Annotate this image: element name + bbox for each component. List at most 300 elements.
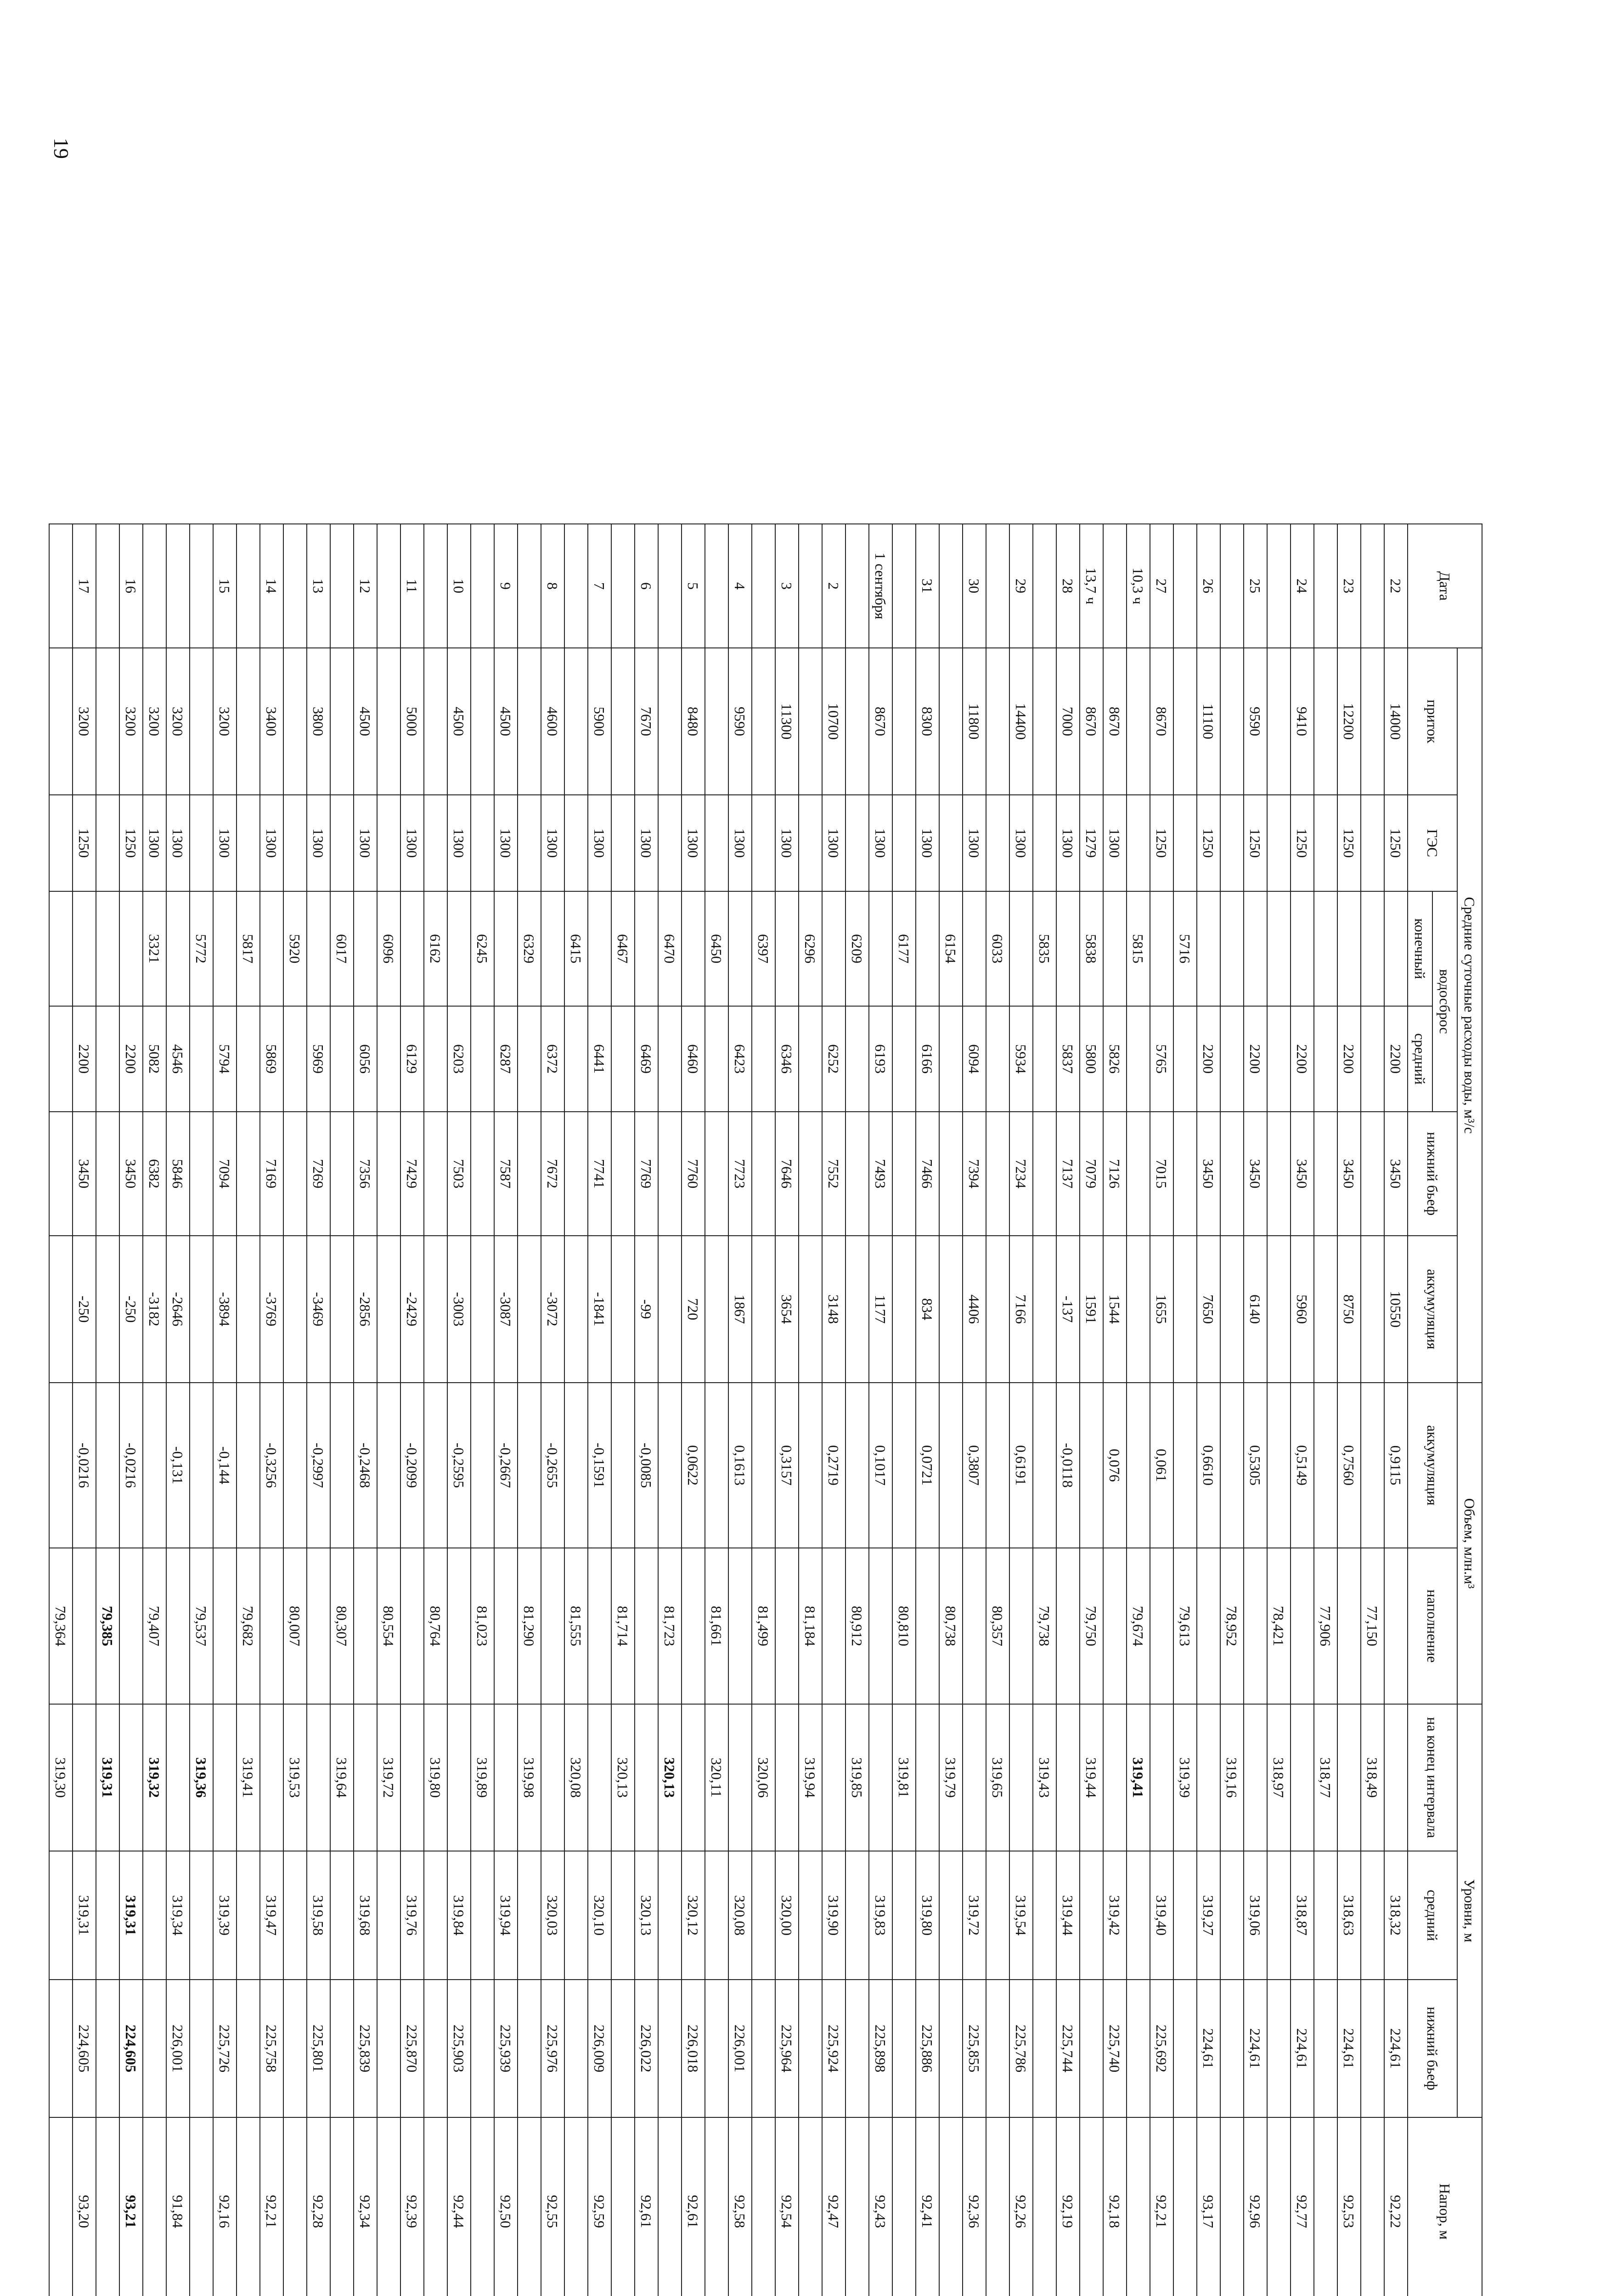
cell-level_tail: 225,692	[1150, 1980, 1173, 2117]
cell-level_end	[1291, 1704, 1314, 1851]
cell-spill_avg	[283, 1006, 307, 1112]
cell-fill	[1009, 1548, 1033, 1704]
cell-level_avg: 318,63	[1337, 1851, 1361, 1980]
cell-spill_final	[1150, 891, 1173, 1006]
cell-tailwater: 7587	[494, 1112, 518, 1236]
cell-vol_acc	[143, 1383, 166, 1548]
cell-inflow: 14400	[1009, 648, 1033, 795]
cell-level_avg: 320,10	[588, 1851, 611, 1980]
cell-level_end: 318,49	[1361, 1704, 1384, 1851]
cell-spill_avg	[1127, 1006, 1150, 1112]
cell-level_avg	[143, 1851, 166, 1980]
header-level-avg: средний	[1408, 1851, 1457, 1980]
cell-fill: 80,912	[845, 1548, 869, 1704]
cell-flow_acc	[1033, 1236, 1056, 1383]
cell-spill_avg	[1173, 1006, 1197, 1112]
cell-flow_acc: 7650	[1197, 1236, 1220, 1383]
cell-level_avg	[237, 1851, 260, 1980]
table-row	[400, 524, 424, 2296]
header-volume-fill: наполнение	[1408, 1548, 1457, 1704]
cell-head: 92,26	[1009, 2117, 1033, 2296]
cell-tailwater: 3450	[73, 1112, 96, 1236]
cell-head	[471, 2117, 494, 2296]
cell-inflow	[49, 648, 73, 795]
cell-date: 10	[447, 524, 471, 648]
cell-hpp	[658, 795, 682, 891]
cell-spill_final: 5835	[1033, 891, 1056, 1006]
cell-fill: 80,307	[330, 1548, 354, 1704]
cell-flow_acc: 720	[682, 1236, 705, 1383]
cell-fill	[1150, 1548, 1173, 1704]
cell-vol_acc	[799, 1383, 822, 1548]
cell-hpp: 1250	[1244, 795, 1267, 891]
table-header	[1408, 524, 1482, 2296]
cell-hpp	[377, 795, 400, 891]
cell-date	[1173, 524, 1197, 648]
cell-tailwater: 7466	[916, 1112, 939, 1236]
cell-vol_acc: -0,144	[213, 1383, 237, 1548]
cell-head	[237, 2117, 260, 2296]
cell-flow_acc: -3769	[260, 1236, 283, 1383]
cell-vol_acc: 0,061	[1150, 1383, 1173, 1548]
cell-fill	[682, 1548, 705, 1704]
cell-date: 17	[73, 524, 96, 648]
table-row	[1080, 524, 1103, 2296]
cell-spill_final	[869, 891, 892, 1006]
cell-spill_avg	[518, 1006, 541, 1112]
cell-level_end	[682, 1704, 705, 1851]
cell-spill_avg: 6372	[541, 1006, 564, 1112]
table-row	[1197, 524, 1220, 2296]
cell-level_tail	[518, 1980, 541, 2117]
cell-hpp: 1250	[1197, 795, 1220, 891]
cell-spill_avg: 2200	[1197, 1006, 1220, 1112]
table-row	[518, 524, 541, 2296]
cell-tailwater	[190, 1112, 213, 1236]
cell-vol_acc: 0,2719	[822, 1383, 845, 1548]
cell-spill_avg	[705, 1006, 728, 1112]
cell-date: 30	[963, 524, 986, 648]
cell-spill_avg: 6166	[916, 1006, 939, 1112]
header-flow-accumulation: аккумуляция	[1408, 1236, 1457, 1383]
cell-head	[611, 2117, 635, 2296]
cell-spill_final	[916, 891, 939, 1006]
cell-inflow	[96, 648, 119, 795]
cell-inflow: 3200	[166, 648, 190, 795]
cell-spill_avg: 5869	[260, 1006, 283, 1112]
cell-vol_acc: 0,6191	[1009, 1383, 1033, 1548]
cell-level_avg	[611, 1851, 635, 1980]
cell-flow_acc	[1314, 1236, 1337, 1383]
cell-spill_final: 6296	[799, 891, 822, 1006]
cell-head: 92,59	[588, 2117, 611, 2296]
cell-vol_acc	[658, 1383, 682, 1548]
cell-hpp	[892, 795, 916, 891]
cell-spill_final	[1103, 891, 1127, 1006]
cell-date: 31	[916, 524, 939, 648]
cell-level_avg: 320,03	[541, 1851, 564, 1980]
cell-hpp	[1033, 795, 1056, 891]
cell-head: 92,36	[963, 2117, 986, 2296]
cell-spill_final: 5920	[283, 891, 307, 1006]
cell-flow_acc	[705, 1236, 728, 1383]
cell-level_avg: 319,80	[916, 1851, 939, 1980]
table-row	[892, 524, 916, 2296]
cell-head: 93,17	[1197, 2117, 1220, 2296]
cell-date	[986, 524, 1009, 648]
cell-date: 26	[1197, 524, 1220, 648]
cell-date	[1314, 524, 1337, 648]
cell-fill	[400, 1548, 424, 1704]
cell-level_avg: 319,83	[869, 1851, 892, 1980]
cell-tailwater	[471, 1112, 494, 1236]
cell-date: 11	[400, 524, 424, 648]
cell-level_tail	[939, 1980, 963, 2117]
cell-spill_final: 5716	[1173, 891, 1197, 1006]
cell-head	[1173, 2117, 1197, 2296]
cell-vol_acc: 0,1017	[869, 1383, 892, 1548]
cell-level_end	[775, 1704, 799, 1851]
cell-level_end: 318,77	[1314, 1704, 1337, 1851]
cell-level_avg	[1127, 1851, 1150, 1980]
cell-hpp: 1300	[541, 795, 564, 891]
cell-fill: 80,007	[283, 1548, 307, 1704]
cell-level_tail: 226,009	[588, 1980, 611, 2117]
cell-hpp	[330, 795, 354, 891]
cell-level_avg	[1267, 1851, 1291, 1980]
cell-head	[939, 2117, 963, 2296]
cell-flow_acc	[330, 1236, 354, 1383]
cell-level_avg: 318,87	[1291, 1851, 1314, 1980]
table-row	[447, 524, 471, 2296]
cell-level_tail: 225,740	[1103, 1980, 1127, 2117]
table-row	[330, 524, 354, 2296]
cell-level_end: 319,81	[892, 1704, 916, 1851]
cell-fill: 81,555	[564, 1548, 588, 1704]
table-row	[1361, 524, 1384, 2296]
cell-head	[143, 2117, 166, 2296]
cell-inflow: 5900	[588, 648, 611, 795]
table-row	[307, 524, 330, 2296]
cell-inflow: 9410	[1291, 648, 1314, 795]
cell-hpp: 1250	[1291, 795, 1314, 891]
cell-level_tail	[1033, 1980, 1056, 2117]
cell-level_avg	[1173, 1851, 1197, 1980]
cell-spill_final	[775, 891, 799, 1006]
cell-level_tail: 225,939	[494, 1980, 518, 2117]
cell-hpp	[845, 795, 869, 891]
cell-tailwater: 3450	[1291, 1112, 1314, 1236]
cell-tailwater	[845, 1112, 869, 1236]
cell-spill_avg: 6252	[822, 1006, 845, 1112]
cell-spill_avg: 5934	[1009, 1006, 1033, 1112]
cell-level_end: 319,85	[845, 1704, 869, 1851]
cell-spill_avg	[471, 1006, 494, 1112]
cell-spill_avg: 5794	[213, 1006, 237, 1112]
cell-hpp	[1314, 795, 1337, 891]
cell-flow_acc	[283, 1236, 307, 1383]
cell-inflow	[845, 648, 869, 795]
cell-level_tail	[283, 1980, 307, 2117]
table-row	[1384, 524, 1408, 2296]
cell-level_tail	[799, 1980, 822, 2117]
cell-head: 92,77	[1291, 2117, 1314, 2296]
cell-level_avg: 319,40	[1150, 1851, 1173, 1980]
header-spill-final: конечный	[1408, 891, 1432, 1006]
cell-hpp	[237, 795, 260, 891]
table-row	[1267, 524, 1291, 2296]
cell-vol_acc	[518, 1383, 541, 1548]
cell-date	[564, 524, 588, 648]
cell-level_tail: 224,605	[73, 1980, 96, 2117]
cell-spill_avg: 6287	[494, 1006, 518, 1112]
cell-inflow: 8300	[916, 648, 939, 795]
cell-vol_acc: -0,2997	[307, 1383, 330, 1548]
cell-date	[1103, 524, 1127, 648]
cell-level_avg	[283, 1851, 307, 1980]
cell-tailwater: 7429	[400, 1112, 424, 1236]
cell-spill_final: 6329	[518, 891, 541, 1006]
cell-date: 16	[119, 524, 143, 648]
cell-date	[143, 524, 166, 648]
cell-vol_acc	[986, 1383, 1009, 1548]
cell-flow_acc: 4406	[963, 1236, 986, 1383]
cell-spill_final: 5838	[1080, 891, 1103, 1006]
cell-tailwater: 3450	[1337, 1112, 1361, 1236]
cell-spill_final	[541, 891, 564, 1006]
cell-level_end: 319,80	[424, 1704, 447, 1851]
cell-level_tail: 225,976	[541, 1980, 564, 2117]
cell-spill_avg: 6193	[869, 1006, 892, 1112]
cell-spill_avg: 2200	[1244, 1006, 1267, 1112]
cell-level_end: 320,08	[564, 1704, 588, 1851]
cell-head	[1220, 2117, 1244, 2296]
cell-fill	[213, 1548, 237, 1704]
table-row	[471, 524, 494, 2296]
cell-fill	[822, 1548, 845, 1704]
cell-hpp: 1300	[635, 795, 658, 891]
cell-date	[377, 524, 400, 648]
cell-inflow: 5000	[400, 648, 424, 795]
cell-date: 22	[1384, 524, 1408, 648]
cell-head: 92,58	[728, 2117, 752, 2296]
cell-level_tail	[1127, 1980, 1150, 2117]
cell-level_end	[728, 1704, 752, 1851]
cell-date: 7	[588, 524, 611, 648]
cell-spill_final	[1314, 891, 1337, 1006]
cell-inflow	[1267, 648, 1291, 795]
cell-inflow	[986, 648, 1009, 795]
cell-hpp: 1300	[494, 795, 518, 891]
cell-tailwater	[49, 1112, 73, 1236]
cell-date	[283, 524, 307, 648]
table-row	[916, 524, 939, 2296]
cell-head	[424, 2117, 447, 2296]
cell-inflow: 7670	[635, 648, 658, 795]
cell-date: 15	[213, 524, 237, 648]
cell-flow_acc	[939, 1236, 963, 1383]
cell-spill_final: 6033	[986, 891, 1009, 1006]
cell-flow_acc: -3087	[494, 1236, 518, 1383]
cell-spill_avg	[564, 1006, 588, 1112]
cell-inflow: 11100	[1197, 648, 1220, 795]
cell-spill_final: 6162	[424, 891, 447, 1006]
cell-inflow: 10700	[822, 648, 845, 795]
cell-level_avg: 319,27	[1197, 1851, 1220, 1980]
cell-level_end	[354, 1704, 377, 1851]
cell-spill_avg: 6346	[775, 1006, 799, 1112]
cell-tailwater	[283, 1112, 307, 1236]
cell-date	[518, 524, 541, 648]
cell-inflow: 3200	[73, 648, 96, 795]
cell-level_tail	[424, 1980, 447, 2117]
cell-date: 24	[1291, 524, 1314, 648]
cell-hpp: 1300	[775, 795, 799, 891]
reservoir-data-table	[49, 523, 1482, 2296]
cell-inflow: 3400	[260, 648, 283, 795]
cell-spill_final	[447, 891, 471, 1006]
cell-tailwater	[330, 1112, 354, 1236]
cell-head	[752, 2117, 775, 2296]
cell-spill_final	[963, 891, 986, 1006]
cell-head: 91,84	[166, 2117, 190, 2296]
cell-spill_avg	[1267, 1006, 1291, 1112]
cell-level_avg: 319,34	[166, 1851, 190, 1980]
cell-spill_final: 6467	[611, 891, 635, 1006]
cell-level_avg: 319,90	[822, 1851, 845, 1980]
cell-level_tail: 225,924	[822, 1980, 845, 2117]
cell-fill: 79,738	[1033, 1548, 1056, 1704]
cell-vol_acc: -0,2468	[354, 1383, 377, 1548]
cell-level_end	[166, 1704, 190, 1851]
cell-inflow	[1033, 648, 1056, 795]
cell-hpp	[799, 795, 822, 891]
cell-head	[96, 2117, 119, 2296]
table-row	[377, 524, 400, 2296]
cell-date: 12	[354, 524, 377, 648]
cell-inflow: 4600	[541, 648, 564, 795]
cell-head: 92,21	[260, 2117, 283, 2296]
cell-level_avg: 319,76	[400, 1851, 424, 1980]
cell-hpp: 1300	[447, 795, 471, 891]
cell-fill	[775, 1548, 799, 1704]
cell-head: 92,55	[541, 2117, 564, 2296]
cell-spill_avg: 2200	[73, 1006, 96, 1112]
cell-level_avg	[1220, 1851, 1244, 1980]
cell-date: 1 сентября	[869, 524, 892, 648]
cell-inflow: 11800	[963, 648, 986, 795]
header-inflow: приток	[1408, 648, 1457, 795]
cell-spill_final	[1361, 891, 1384, 1006]
cell-vol_acc	[1127, 1383, 1150, 1548]
cell-vol_acc	[237, 1383, 260, 1548]
cell-level_end: 319,44	[1080, 1704, 1103, 1851]
cell-tailwater	[1220, 1112, 1244, 1236]
table-row	[564, 524, 588, 2296]
cell-tailwater	[424, 1112, 447, 1236]
cell-head: 92,34	[354, 2117, 377, 2296]
cell-level_tail: 226,001	[166, 1980, 190, 2117]
table-row	[237, 524, 260, 2296]
cell-flow_acc: 1655	[1150, 1236, 1173, 1383]
cell-spill_final: 6209	[845, 891, 869, 1006]
cell-vol_acc: 0,5149	[1291, 1383, 1314, 1548]
cell-flow_acc: -250	[73, 1236, 96, 1383]
cell-tailwater	[939, 1112, 963, 1236]
cell-spill_avg: 2200	[119, 1006, 143, 1112]
cell-level_end	[307, 1704, 330, 1851]
cell-spill_final	[96, 891, 119, 1006]
cell-hpp	[705, 795, 728, 891]
cell-spill_final: 6470	[658, 891, 682, 1006]
cell-fill: 79,364	[49, 1548, 73, 1704]
cell-spill_final: 5817	[237, 891, 260, 1006]
cell-hpp	[986, 795, 1009, 891]
cell-spill_avg	[658, 1006, 682, 1112]
cell-tailwater	[1314, 1112, 1337, 1236]
cell-level_end: 320,13	[611, 1704, 635, 1851]
cell-vol_acc: 0,0622	[682, 1383, 705, 1548]
cell-head	[892, 2117, 916, 2296]
cell-hpp: 1300	[1103, 795, 1127, 891]
cell-hpp: 1300	[143, 795, 166, 891]
cell-tailwater: 7552	[822, 1112, 845, 1236]
table-row	[49, 524, 73, 2296]
cell-date	[49, 524, 73, 648]
cell-hpp: 1300	[213, 795, 237, 891]
cell-spill_avg	[892, 1006, 916, 1112]
cell-inflow	[471, 648, 494, 795]
cell-hpp: 1300	[400, 795, 424, 891]
cell-fill	[166, 1548, 190, 1704]
cell-spill_final	[1220, 891, 1244, 1006]
cell-date	[237, 524, 260, 648]
cell-head	[705, 2117, 728, 2296]
cell-inflow: 8670	[1080, 648, 1103, 795]
cell-level_end	[635, 1704, 658, 1851]
cell-spill_avg	[49, 1006, 73, 1112]
cell-flow_acc: 3654	[775, 1236, 799, 1383]
cell-level_tail: 224,61	[1291, 1980, 1314, 2117]
cell-fill: 80,738	[939, 1548, 963, 1704]
cell-flow_acc	[892, 1236, 916, 1383]
cell-inflow: 8480	[682, 648, 705, 795]
cell-date	[705, 524, 728, 648]
cell-flow_acc: -3072	[541, 1236, 564, 1383]
header-flows-group: Средние суточные расходы воды, м³/с	[1457, 648, 1482, 1383]
cell-level_tail: 226,018	[682, 1980, 705, 2117]
cell-hpp	[1173, 795, 1197, 891]
cell-fill: 81,290	[518, 1548, 541, 1704]
cell-fill: 81,499	[752, 1548, 775, 1704]
cell-hpp	[424, 795, 447, 891]
cell-hpp: 1250	[1150, 795, 1173, 891]
cell-hpp: 1300	[916, 795, 939, 891]
cell-head: 92,96	[1244, 2117, 1267, 2296]
header-spill-avg: средний	[1408, 1006, 1432, 1112]
cell-tailwater	[237, 1112, 260, 1236]
cell-fill: 81,723	[658, 1548, 682, 1704]
cell-level_avg: 319,94	[494, 1851, 518, 1980]
header-level-tail: нижний бьеф	[1408, 1980, 1457, 2117]
cell-spill_avg: 5082	[143, 1006, 166, 1112]
cell-spill_final	[213, 891, 237, 1006]
cell-head: 92,44	[447, 2117, 471, 2296]
table-row	[611, 524, 635, 2296]
cell-inflow: 8670	[869, 648, 892, 795]
cell-tailwater	[1173, 1112, 1197, 1236]
cell-level_avg: 320,12	[682, 1851, 705, 1980]
